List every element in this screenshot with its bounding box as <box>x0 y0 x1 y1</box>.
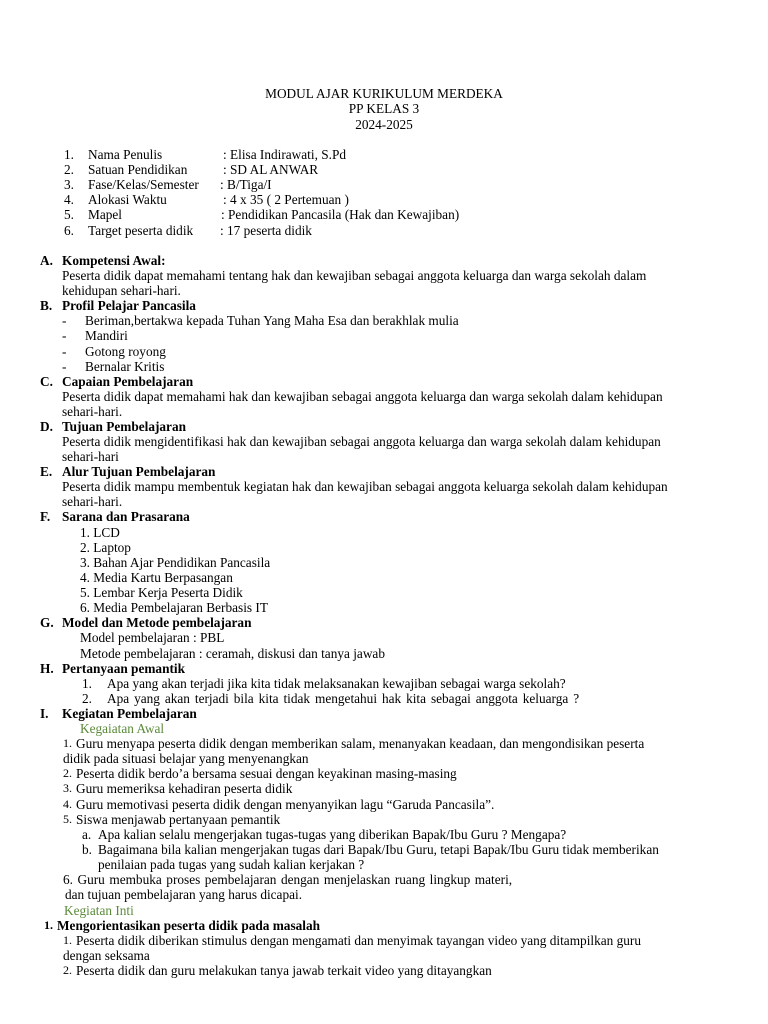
section-letter: A. <box>40 253 53 268</box>
activity-item: Peserta didik berdo’a bersama sesuai dengan keyakinan masing-masing <box>76 766 457 781</box>
list-item: 5. Lembar Kerja Peserta Didik <box>80 585 243 600</box>
step-title: Mengorientasikan peserta didik pada masalah <box>57 918 321 933</box>
list-number: 1. <box>82 676 92 691</box>
section-title-profil-pelajar: Profil Pelajar Pancasila <box>62 298 196 313</box>
section-letter: G. <box>40 615 54 630</box>
list-number: 2. <box>63 963 72 977</box>
info-label: Mapel <box>88 207 122 222</box>
list-item: 3. Bahan Ajar Pendidikan Pancasila <box>80 555 271 570</box>
sub-question-cont: penilaian pada tugas yang sudah kalian kerjakan ? <box>98 857 365 872</box>
info-label: Nama Penulis <box>88 147 163 162</box>
list-item: 4. Media Kartu Berpasangan <box>80 570 233 585</box>
bullet-dash: - <box>62 359 67 374</box>
list-item: 1. LCD <box>80 525 120 540</box>
bullet-dash: - <box>62 328 67 343</box>
doc-subtitle-class: PP KELAS 3 <box>348 101 420 116</box>
list-number: 1. <box>63 736 72 750</box>
list-item: Beriman,bertakwa kepada Tuhan Yang Maha Esa dan berakhlak mulia <box>85 313 459 328</box>
info-num: 5. <box>64 207 74 222</box>
section-text: sehari-hari <box>62 449 119 464</box>
section-title-capaian: Capaian Pembelajaran <box>62 374 194 389</box>
info-num: 4. <box>64 192 74 207</box>
list-letter: b. <box>82 842 92 857</box>
list-number: 5. <box>63 812 72 826</box>
section-text: sehari-hari. <box>62 404 123 419</box>
question-item: Apa yang akan terjadi jika kita tidak melaksanakan kewajiban sebagai warga sekolah? <box>107 676 566 691</box>
section-text: sehari-hari. <box>62 494 123 509</box>
activity-item: 6. Guru membuka proses pembelajaran dengan menjelaskan ruang lingkup materi, <box>63 872 513 887</box>
list-number: 3. <box>63 781 72 795</box>
section-title-kegiatan: Kegiatan Pembelajaran <box>62 706 197 721</box>
info-label: Alokasi Waktu <box>88 192 167 207</box>
section-letter: I. <box>40 706 49 721</box>
bullet-dash: - <box>62 313 67 328</box>
section-title-sarana: Sarana dan Prasarana <box>62 509 190 524</box>
info-num: 2. <box>64 162 74 177</box>
info-num: 3. <box>64 177 74 192</box>
section-letter: C. <box>40 374 53 389</box>
info-label: Fase/Kelas/Semester <box>88 177 199 192</box>
section-text: Metode pembelajaran : ceramah, diskusi dan tanya jawab <box>80 646 385 661</box>
info-value: : B/Tiga/I <box>220 177 272 192</box>
section-text: Peserta didik dapat memahami hak dan kewajiban sebagai anggota keluarga dan warga sekolah dalam kehidupan <box>62 389 663 404</box>
info-label: Target peserta didik <box>88 223 194 238</box>
activity-item: Guru memotivasi peserta didik dengan menyanyikan lagu “Garuda Pancasila”. <box>76 797 495 812</box>
info-value: : SD AL ANWAR <box>223 162 319 177</box>
subheading-kegiatan-inti: Kegiatan Inti <box>64 903 134 918</box>
section-letter: F. <box>40 509 51 524</box>
section-title-model-metode: Model dan Metode pembelajaran <box>62 615 252 630</box>
info-value: : Pendidikan Pancasila (Hak dan Kewajiban) <box>221 207 460 222</box>
activity-item-cont: dengan seksama <box>63 948 150 963</box>
bullet-dash: - <box>62 344 67 359</box>
activity-item: Peserta didik diberikan stimulus dengan mengamati dan menyimak tayangan video yang ditampilkan guru <box>76 933 641 948</box>
list-letter: a. <box>82 827 92 842</box>
section-letter: B. <box>40 298 53 313</box>
section-text: Peserta didik mampu membentuk kegiatan hak dan kewajiban sebagai anggota keluarga sekolah dalam kehidupan <box>62 479 668 494</box>
info-value: : 17 peserta didik <box>220 223 312 238</box>
section-text: kehidupan sehari-hari. <box>62 283 181 298</box>
section-text: Peserta didik mengidentifikasi hak dan kewajiban sebagai anggota keluarga dan warga sekolah dalam kehidupan <box>62 434 661 449</box>
sub-question: Apa kalian selalu mengerjakan tugas-tugas yang diberikan Bapak/Ibu Guru ? Mengapa? <box>98 827 567 842</box>
list-item: Mandiri <box>85 328 128 343</box>
activity-item-cont: dan tujuan pembelajaran yang harus dicapai. <box>65 887 303 902</box>
activity-item: Guru memeriksa kehadiran peserta didik <box>76 781 293 796</box>
info-label: Satuan Pendidikan <box>88 162 188 177</box>
activity-item: Peserta didik dan guru melakukan tanya jawab terkait video yang ditayangkan <box>76 963 492 978</box>
info-value: : 4 x 35 ( 2 Pertemuan ) <box>223 192 349 207</box>
section-letter: H. <box>40 661 54 676</box>
section-letter: D. <box>40 419 53 434</box>
section-title-kompetensi-awal: Kompetensi Awal: <box>62 253 166 268</box>
subheading-kegiatan-awal: Kegaiatan Awal <box>80 721 165 736</box>
list-item: 2. Laptop <box>80 540 131 555</box>
list-number: 1. <box>44 918 53 932</box>
section-title-tujuan: Tujuan Pembelajaran <box>62 419 186 434</box>
section-title-pertanyaan: Pertanyaan pemantik <box>62 661 185 676</box>
section-letter: E. <box>40 464 53 479</box>
doc-title: MODUL AJAR KURIKULUM MERDEKA <box>265 86 503 101</box>
section-title-alur-tujuan: Alur Tujuan Pembelajaran <box>62 464 216 479</box>
list-item: 6. Media Pembelajaran Berbasis IT <box>80 600 268 615</box>
list-number: 2. <box>82 691 92 706</box>
list-number: 1. <box>63 933 72 947</box>
info-num: 1. <box>64 147 74 162</box>
list-item: Bernalar Kritis <box>85 359 165 374</box>
section-text: Peserta didik dapat memahami tentang hak dan kewajiban sebagai anggota keluarga dan warga sekolah dalam <box>62 268 647 283</box>
sub-question: Bagaimana bila kalian mengerjakan tugas dari Bapak/Ibu Guru, tetapi Bapak/Ibu Guru tidak memberikan <box>98 842 659 857</box>
info-num: 6. <box>64 223 74 238</box>
activity-item-cont: didik pada situasi belajar yang menyenangkan <box>63 751 309 766</box>
list-number: 4. <box>63 797 72 811</box>
list-number: 2. <box>63 766 72 780</box>
section-text: Model pembelajaran : PBL <box>80 630 225 645</box>
doc-year: 2024-2025 <box>355 117 413 132</box>
question-item: Apa yang akan terjadi bila kita tidak mengetahui hak kita sebagai anggota keluarga ? <box>107 691 580 706</box>
list-item: Gotong royong <box>85 344 166 359</box>
info-value: : Elisa Indirawati, S.Pd <box>223 147 346 162</box>
activity-item: Guru menyapa peserta didik dengan memberikan salam, menanyakan keadaan, dan mengondisikan peserta <box>76 736 645 751</box>
activity-item: Siswa menjawab pertanyaan pemantik <box>76 812 281 827</box>
